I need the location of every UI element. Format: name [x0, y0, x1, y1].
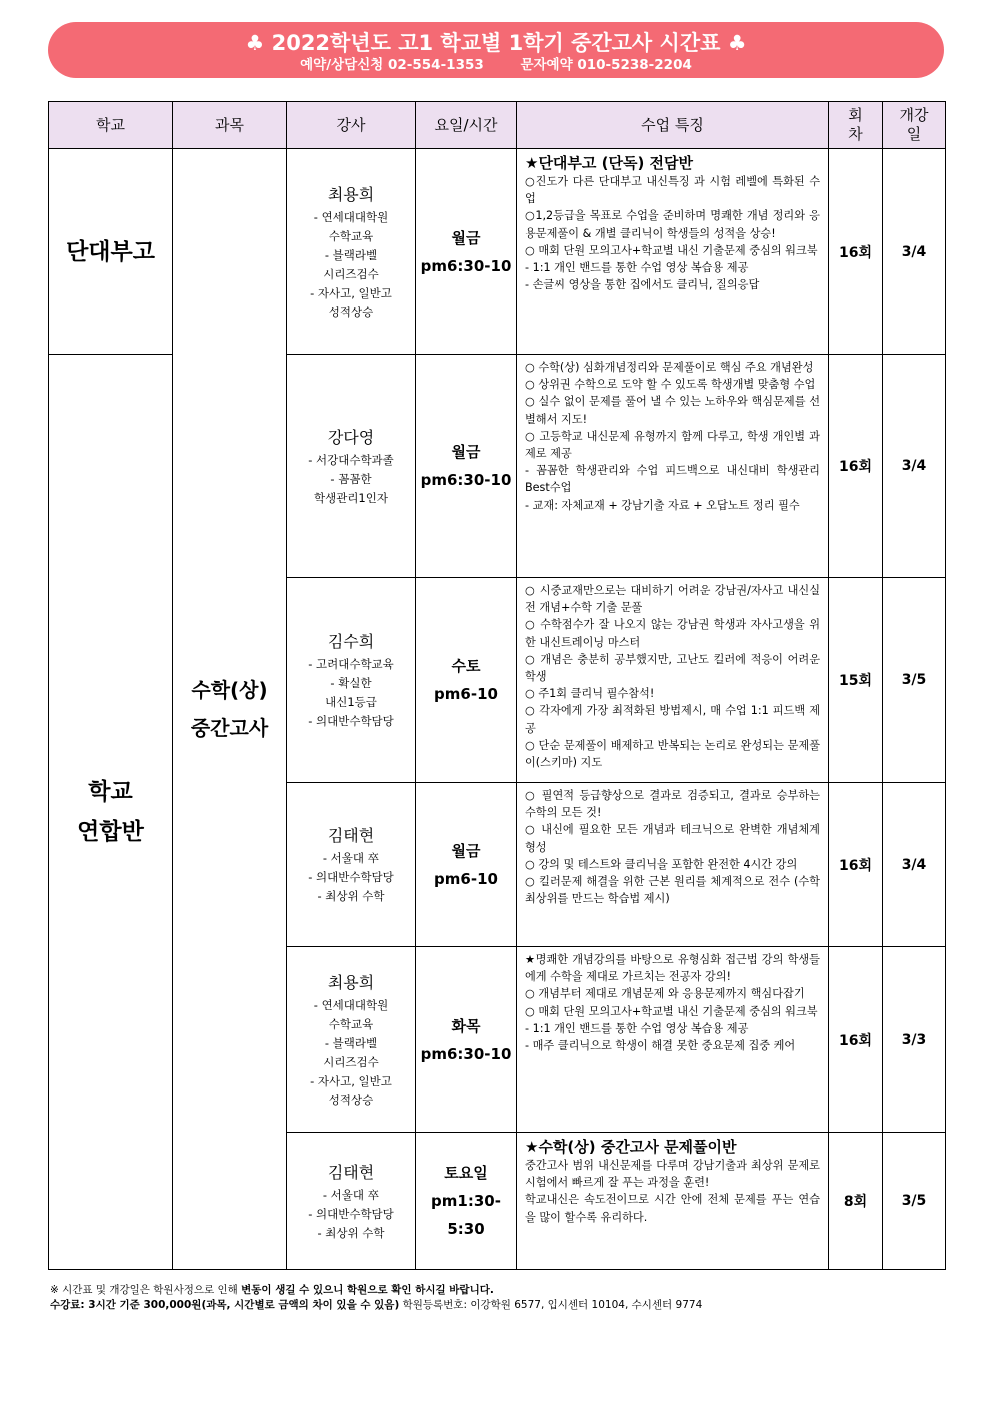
header-teacher: 강사 [287, 102, 416, 149]
start-cell: 3/4 [883, 355, 946, 578]
sessions-cell: 8회 [829, 1133, 883, 1270]
header-subject: 과목 [173, 102, 287, 149]
header-row [49, 102, 946, 149]
feature-title: ★수학(상) 중간고사 문제풀이반 [525, 1138, 737, 1156]
time-cell: 토요일 pm1:30- 5:30 [416, 1133, 517, 1270]
teacher-name: 최용희 [327, 972, 375, 992]
time-cell: 월금 pm6-10 [416, 783, 517, 947]
table-row [49, 149, 946, 355]
start-cell: 3/5 [883, 1133, 946, 1270]
teacher-name: 김태현 [327, 826, 375, 845]
feature-title: ★단대부고 (단독) 전담반 [525, 154, 694, 172]
school-cell: 단대부고 [49, 149, 173, 355]
feature-text: ○진도가 다른 단대부고 내신특징 과 시험 레벨에 특화된 수업 ○1,2등급을 목표로 수업을 준비하며 명쾌한 개념 정리와 응용문제풀이 & 개별 클리닉이 학생들의 성적을 상승! ○ 매회 단원 모의고사+학교별 내신 기출문제 중심의 워크북 - 1:1 개인 밴드를 통한 수업 영상 복습용 제공 - 손글씨 영상을 통한 집에서도 클리닉, 질의응답 [525, 175, 820, 292]
teacher-name: 강다영 [327, 427, 375, 447]
fee-line [50, 1298, 702, 1313]
teacher-info: - 서강대수학과졸 - 꼼꼼한 학생관리1인자 [308, 452, 394, 505]
teacher-cell [287, 355, 416, 578]
features-cell [517, 149, 829, 355]
schedule-notice [50, 1283, 702, 1298]
school-cell: 학교 연합반 [49, 355, 173, 1270]
start-cell: 3/3 [883, 947, 946, 1133]
features-cell [517, 1133, 829, 1270]
contact-line [48, 56, 944, 74]
teacher-info: - 서울대 卒 - 의대반수학담당 - 최상위 수학 [308, 851, 394, 903]
header-sessions: 회 차 [829, 102, 883, 149]
time-cell: 월금 pm6:30-10 [416, 355, 517, 578]
time-cell: 수토 pm6-10 [416, 578, 517, 783]
header-features: 수업 특징 [517, 102, 829, 149]
sessions-cell: 15회 [829, 578, 883, 783]
feature-text: ★명쾌한 개념강의를 바탕으로 유형심화 접근법 강의 학생들에게 수학을 제대로 가르치는 전공자 강의! ○ 개념부터 제대로 개념문제 와 응용문제까지 핵심다잡기 ○ 매회 단원 모의고사+학교별 내신 기출문제 중심의 워크북 - 1:1 개인 밴드를 통한 수업 영상 복습용 제공 - 매주 클리닉으로 학생이 해결 못한 중요문제 집중 케어 [525, 953, 820, 1053]
time-cell: 월금 pm6:30-10 [416, 149, 517, 355]
teacher-info: - 서울대 卒 - 의대반수학담당 - 최상위 수학 [308, 1187, 394, 1240]
teacher-cell [287, 578, 416, 783]
phone-contact: 예약/상담신청 02-554-1353 [300, 57, 484, 73]
sms-contact: 문자예약 010-5238-2204 [520, 57, 692, 73]
page-title: ♣ 2022학년도 고1 학교별 1학기 중간고사 시간표 ♣ [245, 31, 747, 55]
fee-info: 수강료: 3시간 기준 300,000원(과목, 시간별로 금액의 차이 있을 수 있음) [50, 1299, 400, 1311]
teacher-name: 김수희 [327, 632, 375, 651]
sessions-cell: 16회 [829, 947, 883, 1133]
teacher-name: 김태현 [327, 1162, 375, 1182]
time-cell: 화목 pm6:30-10 [416, 947, 517, 1133]
feature-text: ○ 수학(상) 심화개념정리와 문제풀이로 핵심 주요 개념완성 ○ 상위권 수학으로 도약 할 수 있도록 학생개별 맞춤형 수업 ○ 실수 없이 문제를 풀어 낼 수 있는 노하우와 핵심문제를 선별해서 지도! ○ 고등학교 내신문제 유형까지 함께 다루고, 학생 개인별 과제로 제공 - 꼼꼼한 학생관리와 수업 피드백으로 내신대비 학생관리 Best수업 - 교재: 자체교재 + 강남기출 자료 + 오답노트 정리 필수 [525, 361, 820, 512]
teacher-name: 최용희 [327, 184, 375, 204]
features-cell [517, 947, 829, 1133]
header-time: 요일/시간 [416, 102, 517, 149]
features-cell [517, 578, 829, 783]
start-cell: 3/5 [883, 578, 946, 783]
sessions-cell: 16회 [829, 355, 883, 578]
start-cell: 3/4 [883, 783, 946, 947]
sessions-cell: 16회 [829, 149, 883, 355]
teacher-info: - 고려대수학교육 - 확실한 내신1등급 - 의대반수학담당 [308, 657, 394, 728]
footer-notes [50, 1283, 702, 1313]
notice-bold: 변동이 생길 수 있으니 학원으로 확인 하시길 바랍니다. [241, 1284, 494, 1296]
feature-text: ○ 필연적 등급향상으로 결과로 검증되고, 결과로 승부하는 수학의 모든 것! ○ 내신에 필요한 모든 개념과 테크닉으로 완벽한 개념체계 형성 ○ 강의 및 테스트와 클리닉을 포함한 완전한 4시간 강의 ○ 킬러문제 해결을 위한 근본 원리를 체계적으로 전수 (수학 최상위를 만드는 학습법 제시) [525, 789, 820, 906]
start-cell: 3/4 [883, 149, 946, 355]
teacher-cell [287, 783, 416, 947]
teacher-cell [287, 947, 416, 1133]
header-start: 개강 일 [883, 102, 946, 149]
registration-info: 학원등록번호: 이강학원 6577, 입시센터 10104, 수시센터 9774 [399, 1299, 703, 1311]
teacher-cell [287, 149, 416, 355]
sessions-cell: 16회 [829, 783, 883, 947]
header-school: 학교 [49, 102, 173, 149]
teacher-cell [287, 1133, 416, 1270]
subject-cell: 수학(상) 중간고사 [173, 149, 287, 1270]
teacher-info: - 연세대대학원 수학교육 - 블랙라벨 시리즈검수 - 자사고, 일반고 성적상승 [310, 997, 392, 1107]
title-banner [48, 22, 944, 78]
timetable [48, 101, 946, 1270]
features-cell [517, 355, 829, 578]
feature-text: 중간고사 범위 내신문제를 다루며 강남기출과 최상위 문제로 시험에서 빠르게 잘 푸는 과정을 훈련! 학교내신은 속도전이므로 시간 안에 전체 문제를 푸는 연습을 많이 할수록 유리하다. [525, 1159, 820, 1224]
teacher-info: - 연세대대학원 수학교육 - 블랙라벨 시리즈검수 - 자사고, 일반고 성적상승 [310, 209, 392, 319]
notice-prefix: ※ 시간표 및 개강일은 학원사정으로 인해 [50, 1284, 242, 1296]
features-cell [517, 783, 829, 947]
feature-text: ○ 시중교재만으로는 대비하기 어려운 강남권/자사고 내신실전 개념+수학 기출 문풀 ○ 수학점수가 잘 나오지 않는 강남권 학생과 자사고생을 위한 내신트레이닝 마스터 ○ 개념은 충분히 공부했지만, 고난도 킬러에 적응이 어려운 학생 ○ 주1회 클리닉 필수참석! ○ 각자에게 가장 최적화된 방법제시, 매 수업 1:1 피드백 제공 ○ 단순 문제풀이 배제하고 반복되는 논리로 완성되는 문제풀이(스키마) 지도 [525, 584, 820, 770]
